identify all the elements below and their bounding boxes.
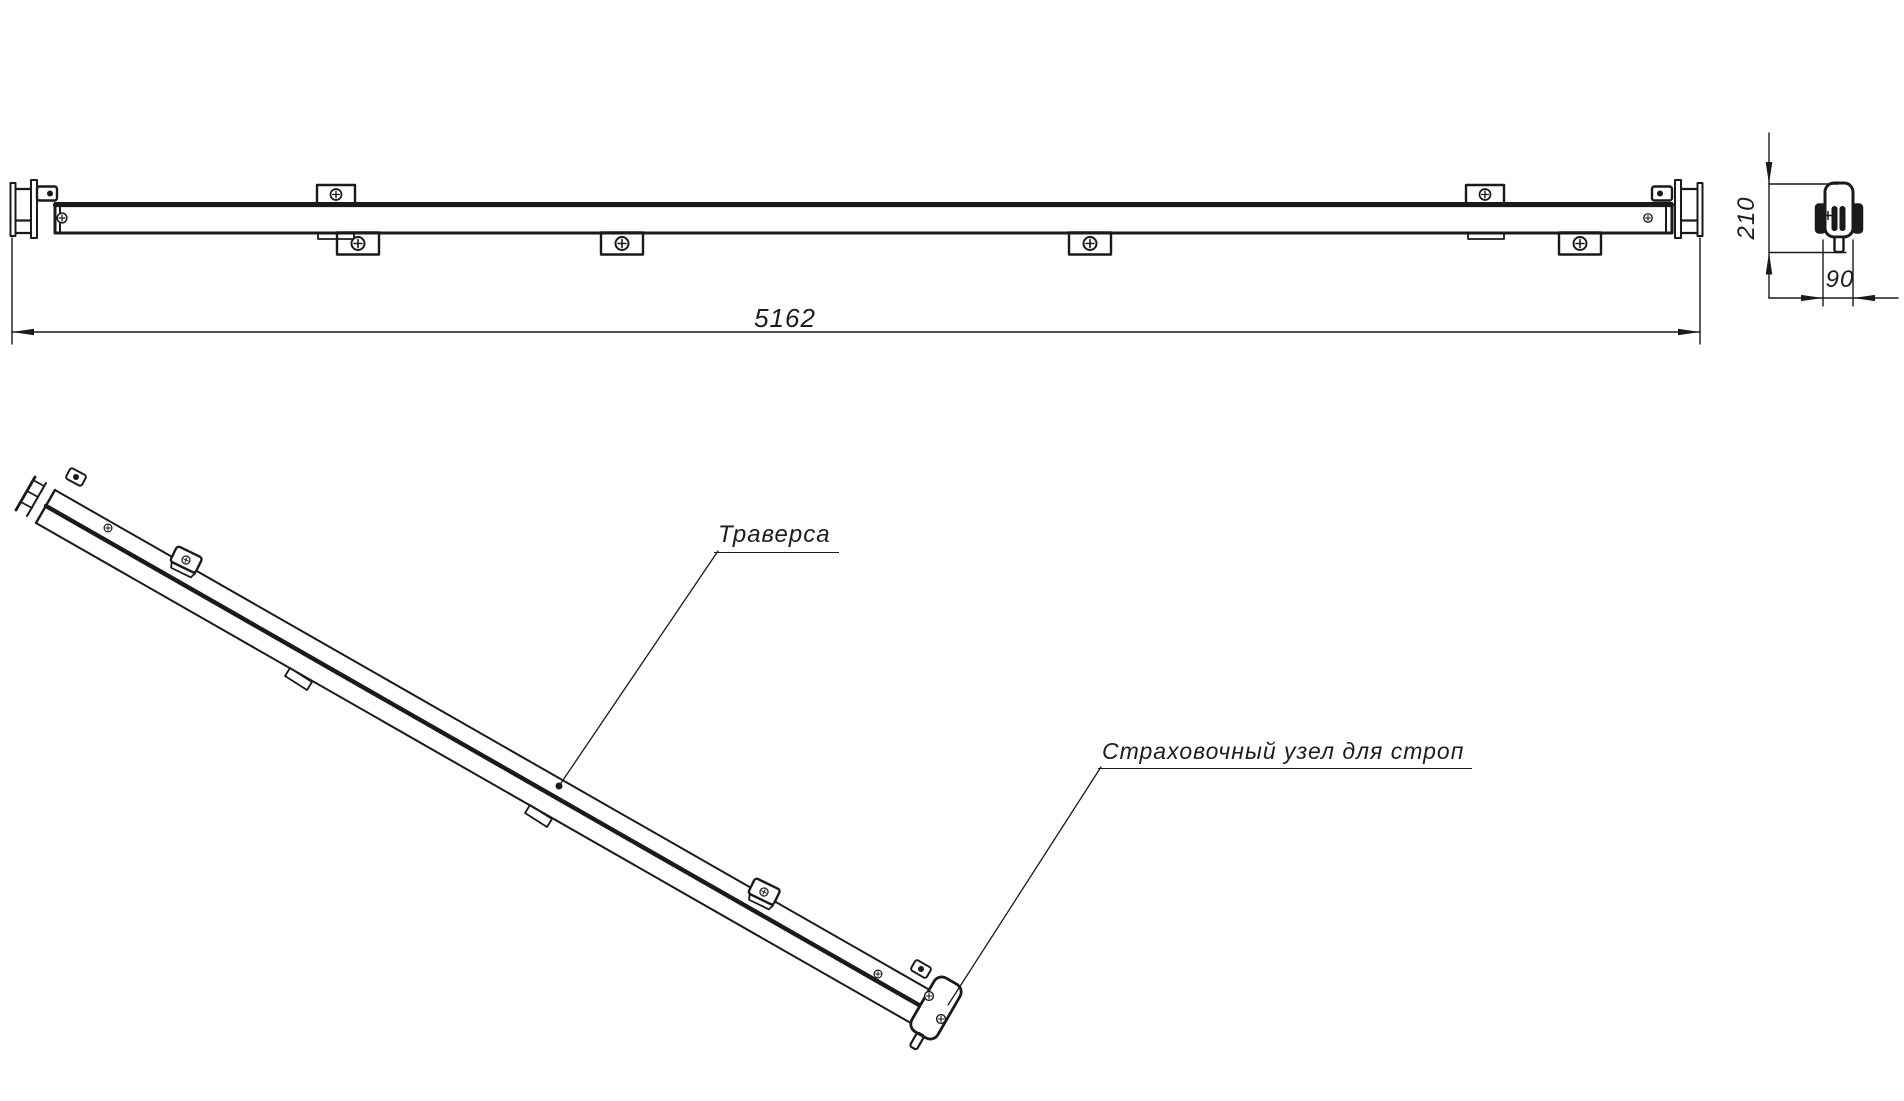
arrowhead: [1853, 295, 1875, 301]
length-dimension: [12, 238, 1700, 344]
arrowhead: [1801, 295, 1823, 301]
profile-outline: [1825, 183, 1853, 237]
arrowhead: [1678, 329, 1700, 336]
traverse-label: Траверса: [714, 521, 839, 553]
isometric-view: [16, 467, 964, 1049]
bottom-pin: [1835, 237, 1844, 252]
arrowhead: [1766, 162, 1773, 184]
width-dimension-value: 90: [1825, 266, 1855, 293]
height-dimension-value: 210: [1733, 196, 1760, 240]
safety-node-label: Страховочный узел для строп: [1098, 738, 1472, 769]
safety-node-leader: [948, 767, 1101, 1005]
traverse-leader: [559, 551, 718, 786]
left-end-bracket: [11, 180, 61, 238]
length-dimension-value: 5162: [754, 303, 816, 333]
leader-lines: [559, 551, 1101, 1005]
arrowhead: [12, 329, 34, 336]
right-end-bracket: [1652, 180, 1703, 238]
arrowhead: [1766, 253, 1773, 275]
iso-left-end-bracket: [16, 467, 112, 531]
front-view: [11, 180, 1703, 255]
beam-body: [55, 204, 1672, 234]
